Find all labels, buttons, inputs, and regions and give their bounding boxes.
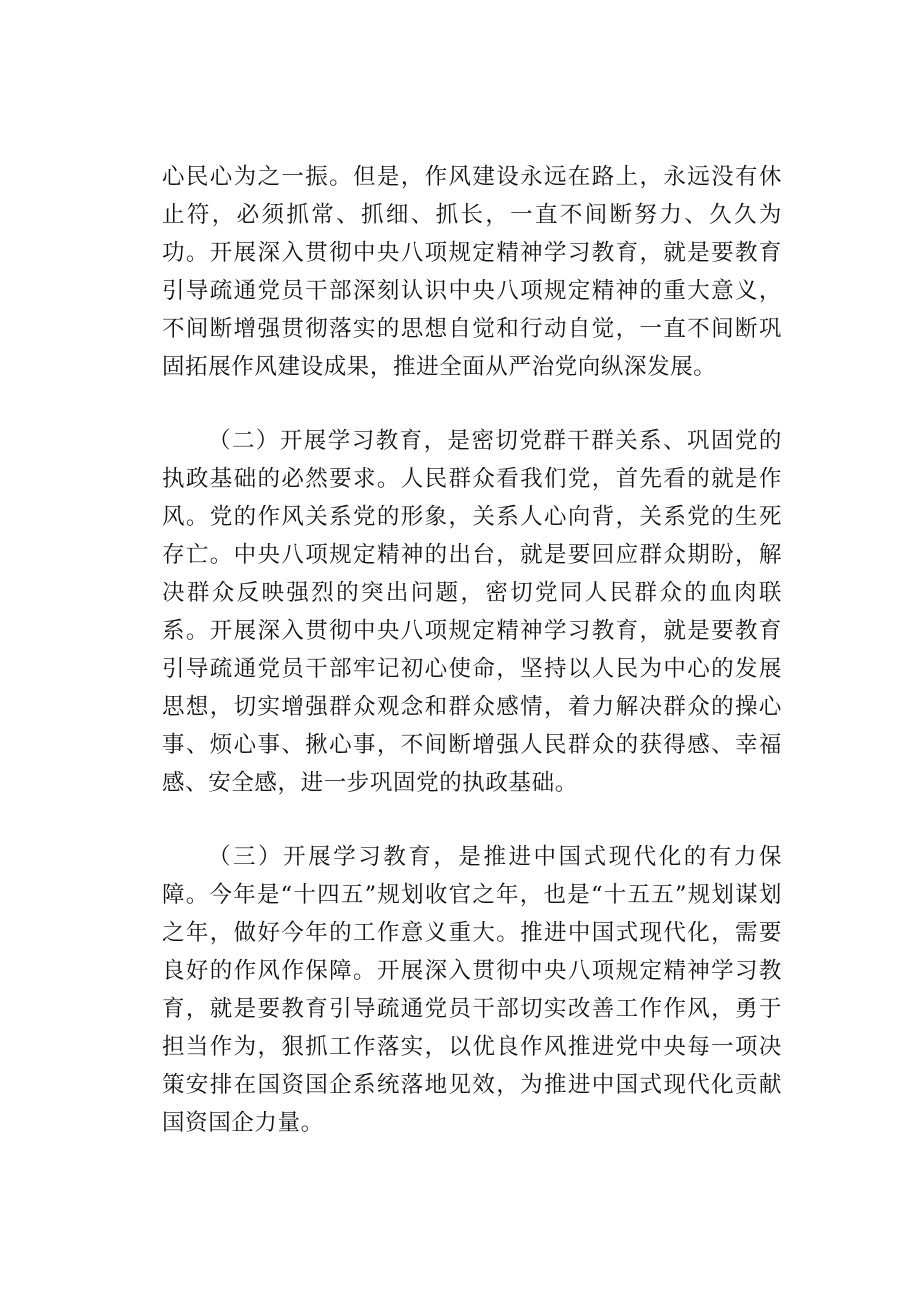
paragraph-section-three: （三）开展学习教育，是推进中国式现代化的有力保障。今年是“十四五”规划收官之年，也是“十五五”规划谋划之年，做好今年的工作意义重大。推进中国式现代化，需要良好的作风作保障。开展深入贯彻中央八项规定精神学习教育，就是要教育引导疏通党员干部切实改善工作作风，勇于担当作为，狠抓工作落实，以优良作风推进党中央每一项决策安排在国资国企系统落地见效，为推进中国式现代化贡献国资国企力量。 — [162, 844, 782, 1136]
document-body — [162, 158, 782, 1142]
paragraph-section-two: （二）开展学习教育，是密切党群干群关系、巩固党的执政基础的必然要求。人民群众看我们党，首先看的就是作风。党的作风关系党的形象，关系人心向背，关系党的生死存亡。中央八项规定精神的出台，就是要回应群众期盼，解决群众反映强烈的突出问题，密切党同人民群众的血肉联系。开展深入贯彻中央八项规定精神学习教育，就是要教育引导疏通党员干部牢记初心使命，坚持以人民为中心的发展思想，切实增强群众观念和群众感情，着力解决群众的操心事、烦心事、揪心事，不间断增强人民群众的获得感、幸福感、安全感，进一步巩固党的执政基础。 — [162, 428, 782, 796]
paragraph-continuation: 心民心为之一振。但是，作风建设永远在路上，永远没有休止符，必须抓常、抓细、抓长，一直不间断努力、久久为功。开展深入贯彻中央八项规定精神学习教育，就是要教育引导疏通党员干部深刻认识中央八项规定精神的重大意义，不间断增强贯彻落实的思想自觉和行动自觉，一直不间断巩固拓展作风建设成果，推进全面从严治党向纵深发展。 — [162, 164, 782, 380]
